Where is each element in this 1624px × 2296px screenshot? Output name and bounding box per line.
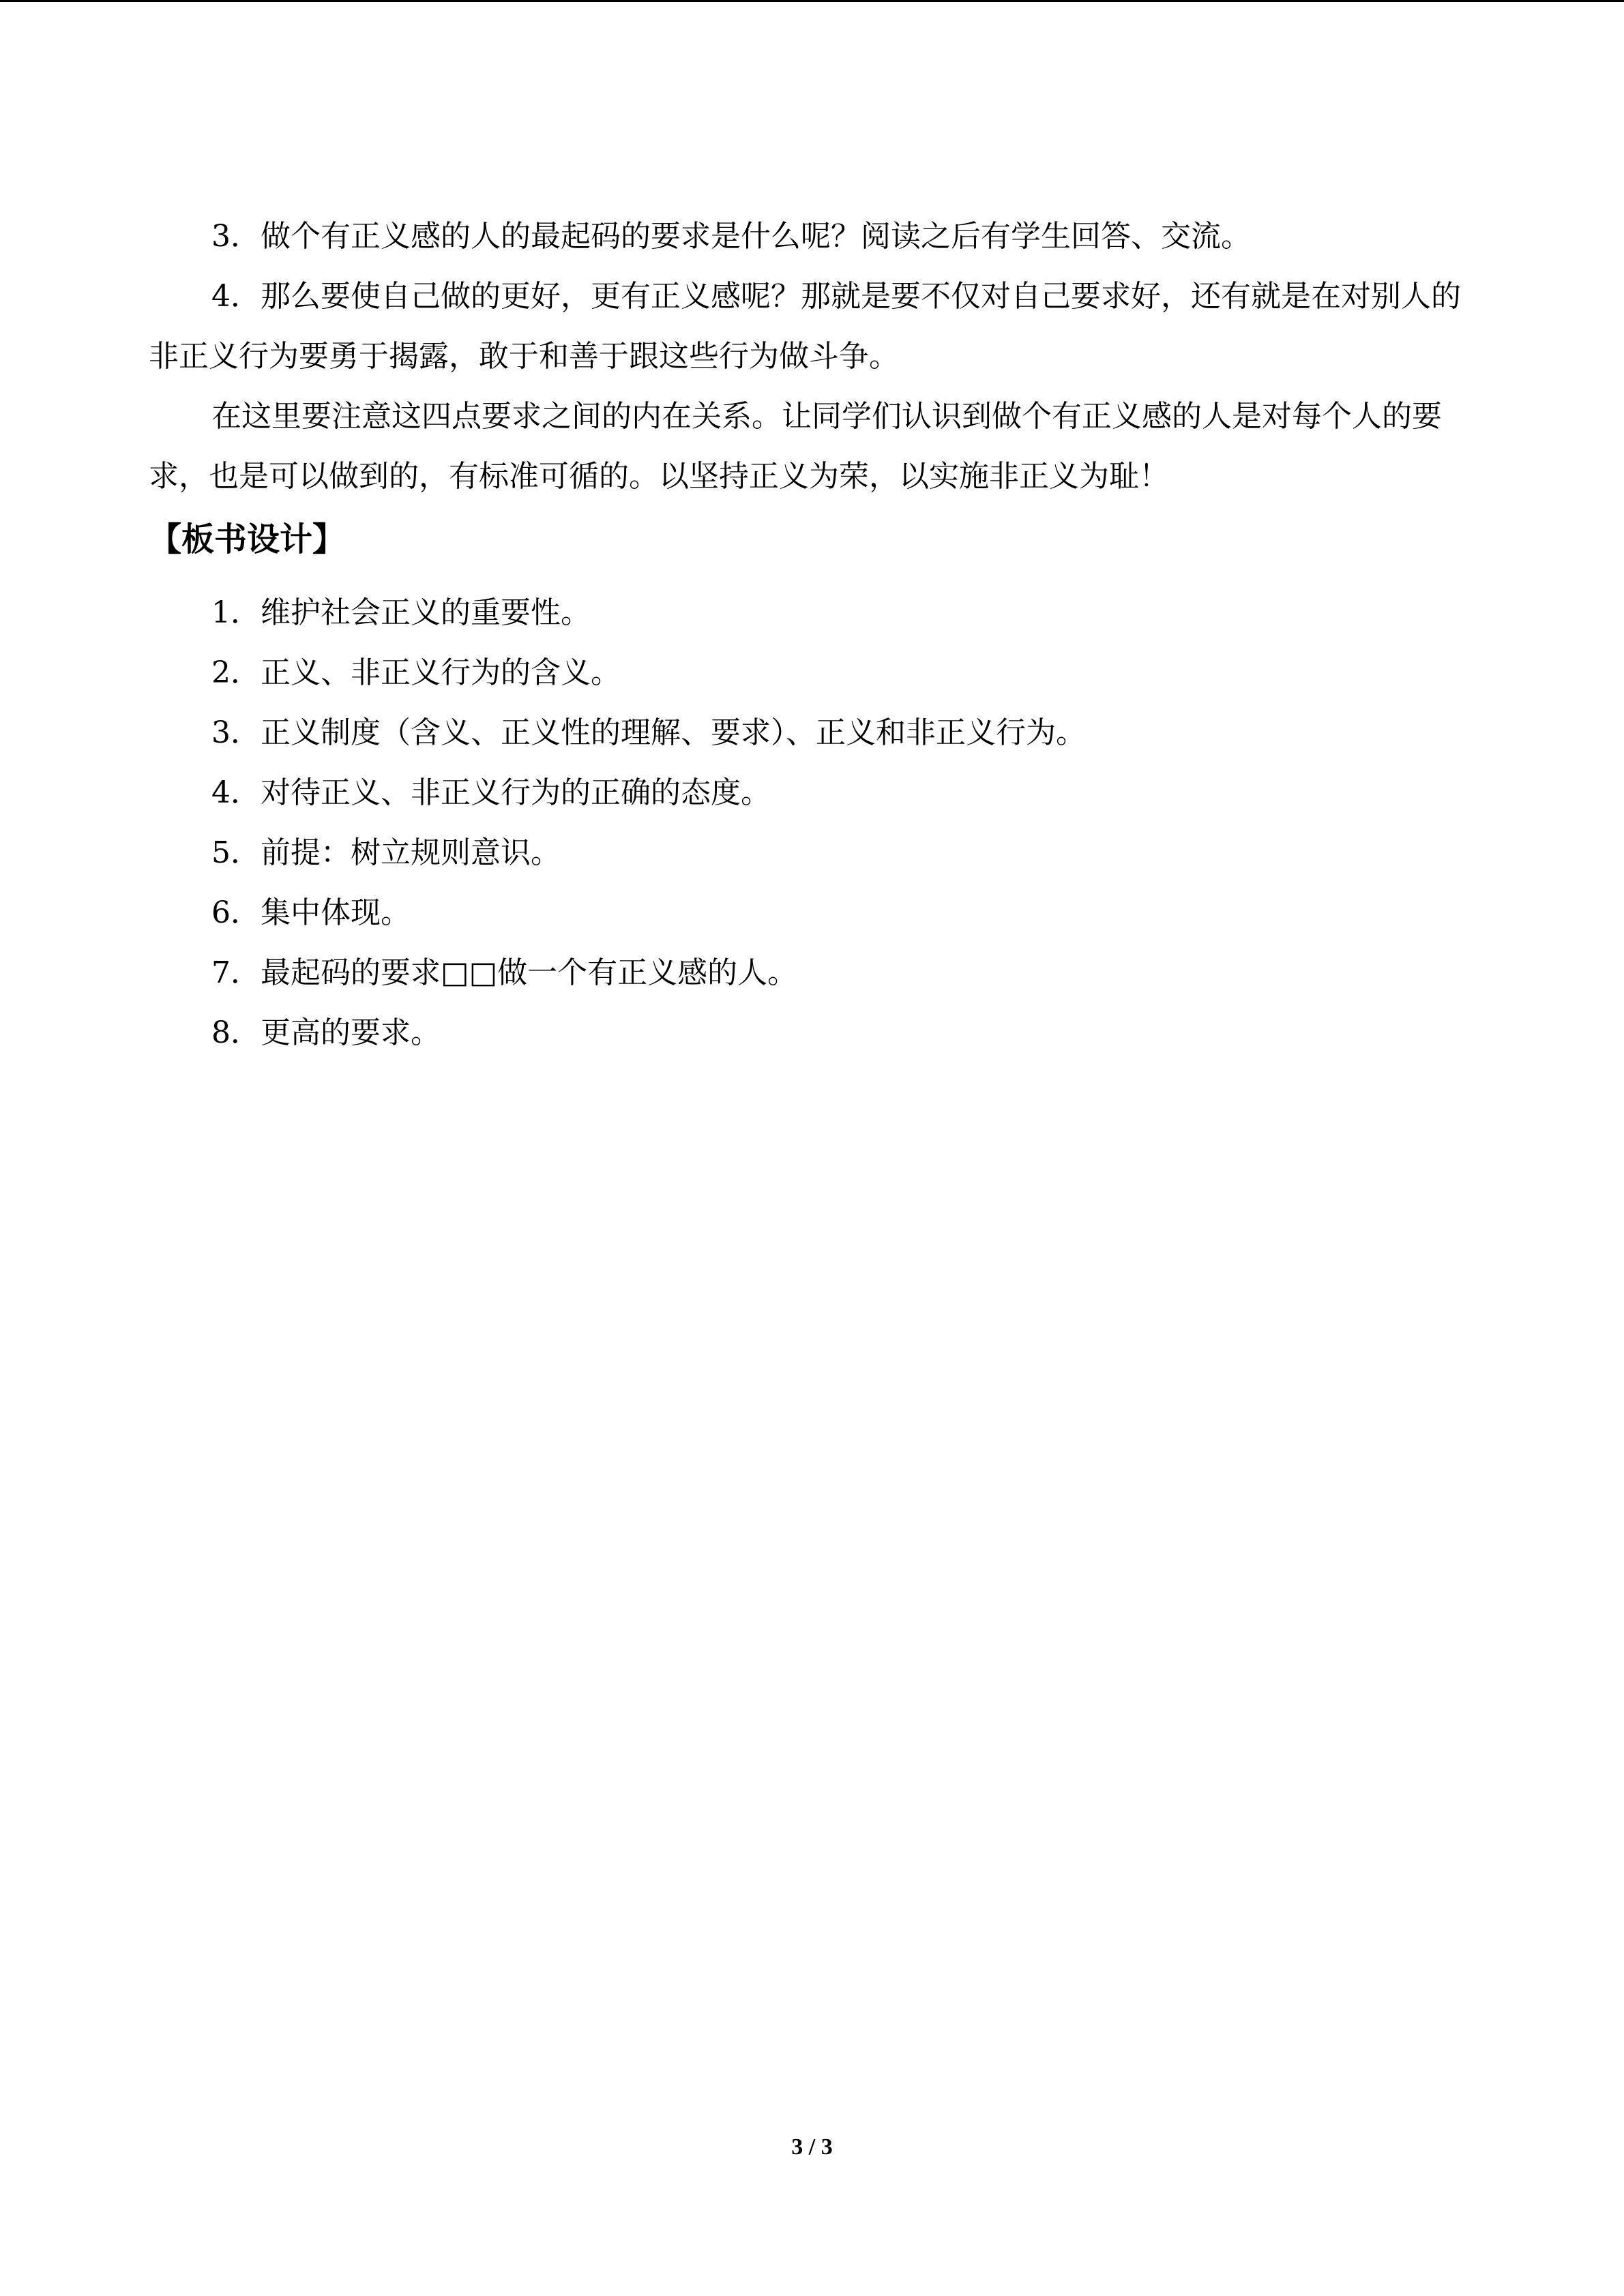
list-item: 7．最起码的要求□□做一个有正义感的人。 xyxy=(211,955,798,990)
list-item: 8．更高的要求。 xyxy=(211,1015,441,1050)
list-item: 3．正义制度（含义、正义性的理解、要求）、正义和非正义行为。 xyxy=(211,715,1086,750)
list-item: 4．对待正义、非正义行为的正确的态度。 xyxy=(211,775,771,810)
list-item: 1．维护社会正义的重要性。 xyxy=(211,595,591,630)
board-design-heading: 【板书设计】 xyxy=(149,520,346,558)
paragraph-note: 在这里要注意这四点要求之间的内在关系。让同学们认识到做个有正义感的人是对每个人的要求，也是可以做到的，有标准可循的。以坚持正义为荣，以实施非正义为耻！ xyxy=(149,399,1442,494)
paragraph-3: 3．做个有正义感的人的最起码的要求是什么呢？阅读之后有学生回答、交流。 xyxy=(211,219,1251,254)
list-item: 5．前提：树立规则意识。 xyxy=(211,835,561,870)
list-item: 2．正义、非正义行为的含义。 xyxy=(211,655,621,690)
board-design-list xyxy=(149,583,1475,1063)
list-item: 6．集中体现。 xyxy=(211,895,411,930)
paragraph-4: 4．那么要使自己做的更好，更有正义感呢？那就是要不仅对自己要求好，还有就是在对别人的非正义行为要勇于揭露，敢于和善于跟这些行为做斗争。 xyxy=(149,279,1461,374)
page-number: 3 / 3 xyxy=(791,2134,833,2160)
document-body xyxy=(149,207,1475,1063)
